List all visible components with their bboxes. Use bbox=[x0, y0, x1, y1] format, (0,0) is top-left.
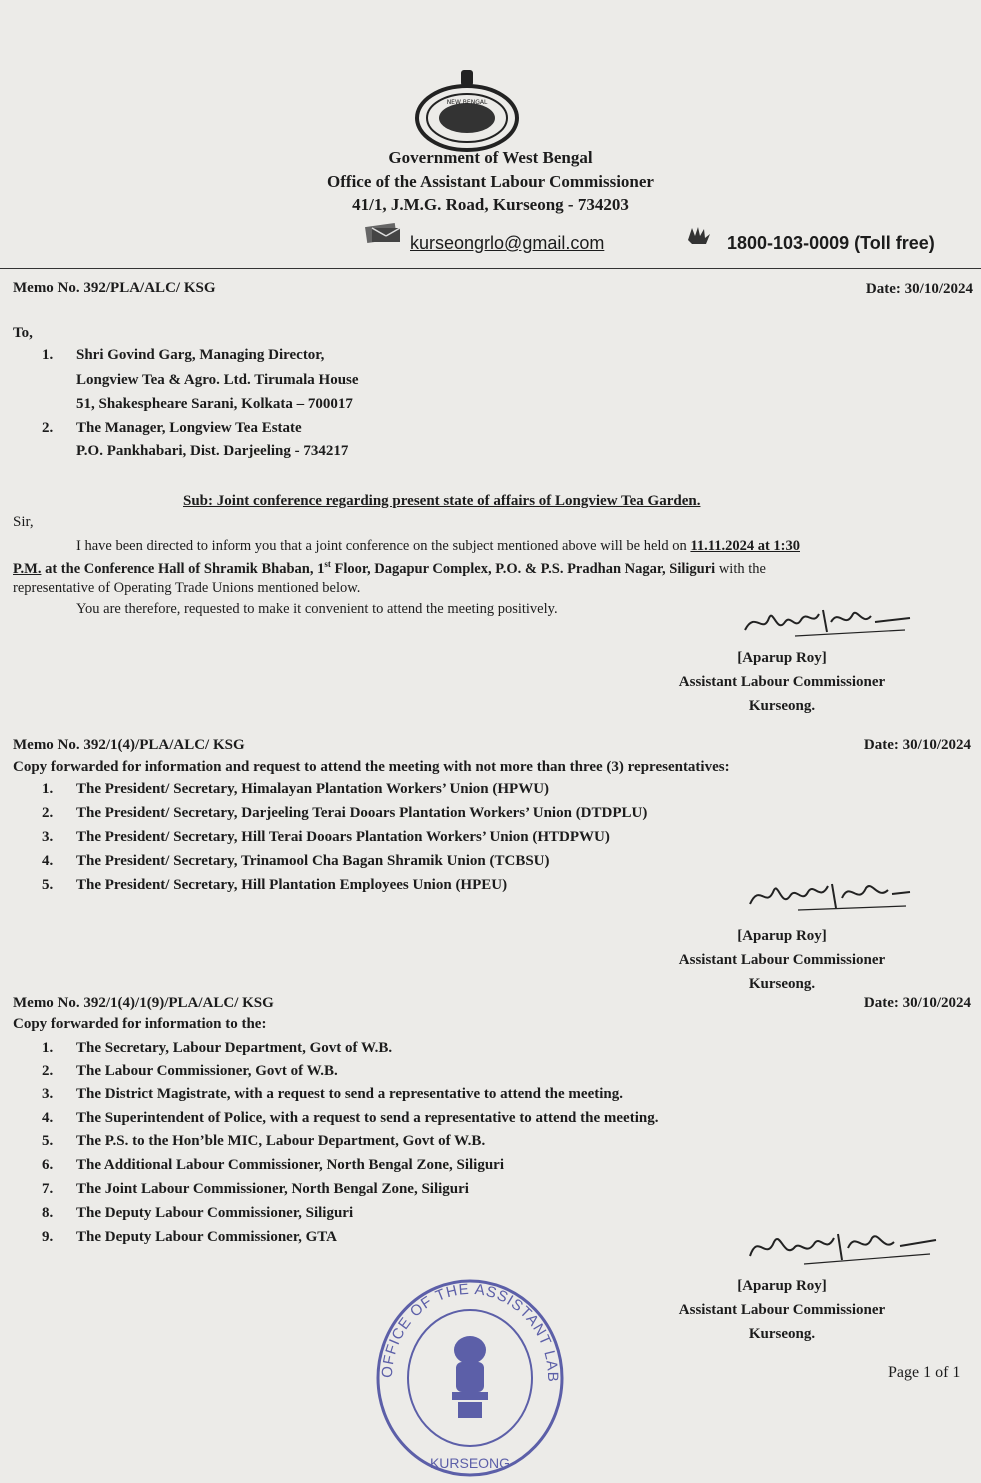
header-line-office: Office of the Assistant Labour Commissioner bbox=[327, 172, 654, 191]
memo3-intro: Copy forwarded for information to the: bbox=[13, 1016, 267, 1032]
signatory-designation: Assistant Labour Commissioner bbox=[678, 952, 886, 968]
memo2-item: 5. The President/ Secretary, Hill Plantation Employees Union (HPEU) bbox=[42, 877, 508, 893]
recipient-2-line-1: 2. The Manager, Longview Tea Estate bbox=[42, 420, 302, 436]
signature-3-block bbox=[640, 1274, 924, 1346]
svg-text:NEW BENGAL: NEW BENGAL bbox=[446, 99, 488, 106]
svg-text:OFFICE OF THE ASSISTANT LABOUR: OFFICE OF THE ASSISTANT LAB bbox=[378, 1280, 562, 1383]
state-emblem-seal bbox=[414, 68, 520, 154]
memo1-body-line-3: representative of Operating Trade Unions mentioned below. bbox=[13, 580, 361, 596]
memo3-item: 6. The Additional Labour Commissioner, North Bengal Zone, Siliguri bbox=[42, 1157, 504, 1173]
recipient-2-line-2: P.O. Pankhabari, Dist. Darjeeling - 734217 bbox=[76, 443, 349, 459]
signature-1 bbox=[735, 600, 915, 644]
memo3-date: Date: 30/10/2024 bbox=[863, 995, 971, 1011]
memo3-number: Memo No. 392/1(4)/1(9)/PLA/ALC/ KSG bbox=[13, 995, 274, 1011]
svg-text:KURSEONG: KURSEONG bbox=[429, 1455, 511, 1471]
memo3-item: 8. The Deputy Labour Commissioner, Siliguri bbox=[42, 1205, 354, 1221]
signatory-name: [Aparup Roy] bbox=[737, 1278, 827, 1294]
memo3-item: 9. The Deputy Labour Commissioner, GTA bbox=[42, 1229, 338, 1245]
memo2-number: Memo No. 392/1(4)/PLA/ALC/ KSG bbox=[13, 737, 245, 753]
signatory-designation: Assistant Labour Commissioner bbox=[678, 1302, 886, 1318]
memo2-intro: Copy forwarded for information and request to attend the meeting with not more than three (3) representatives: bbox=[13, 759, 730, 775]
toll-free-phone: 1800-103-0009 (Toll free) bbox=[727, 233, 935, 253]
memo1-salutation: Sir, bbox=[13, 514, 34, 530]
recipient-1-line-2: Longview Tea & Agro. Ltd. Tirumala House bbox=[76, 372, 359, 388]
memo1-date: Date: 30/10/2024 bbox=[865, 281, 973, 297]
recipient-1-line-3: 51, Shakespheare Sarani, Kolkata – 700017 bbox=[76, 396, 353, 412]
memo2-item: 2. The President/ Secretary, Darjeeling Terai Dooars Plantation Workers’ Union (DTDPLU) bbox=[42, 805, 648, 821]
signatory-name: [Aparup Roy] bbox=[737, 650, 827, 666]
signatory-designation: Assistant Labour Commissioner bbox=[678, 674, 886, 690]
header-divider bbox=[0, 268, 981, 269]
header-line-address: 41/1, J.M.G. Road, Kurseong - 734203 bbox=[352, 195, 629, 214]
memo1-body-line-4: You are therefore, requested to make it convenient to attend the meeting positively. bbox=[76, 601, 558, 617]
memo3-item: 3. The District Magistrate, with a request to send a representative to attend the meeting. bbox=[42, 1086, 623, 1102]
recipient-1-line-1: 1. Shri Govind Garg, Managing Director, bbox=[42, 347, 325, 363]
page-indicator: Page 1 of 1 bbox=[888, 1364, 961, 1381]
header-line-government: Government of West Bengal bbox=[388, 148, 593, 167]
email-link[interactable]: kurseongrlo@gmail.com bbox=[410, 233, 605, 253]
memo1-to: To, bbox=[13, 325, 33, 341]
signatory-place: Kurseong. bbox=[748, 976, 816, 992]
official-stamp bbox=[372, 1278, 568, 1478]
phone-hand-icon bbox=[684, 224, 714, 246]
signatory-place: Kurseong. bbox=[748, 1326, 816, 1342]
signature-1-block bbox=[640, 646, 924, 718]
signature-2-block bbox=[640, 924, 924, 996]
email-icon bbox=[364, 222, 404, 244]
memo1-body-line-2: P.M. at the Conference Hall of Shramik Bhaban, 1st Floor, Dagapur Complex, P.O. & P.S. Pradhan Nagar, Siliguri with the bbox=[13, 559, 766, 577]
memo3-item: 1. The Secretary, Labour Department, Govt of W.B. bbox=[42, 1040, 393, 1056]
memo3-item: 4. The Superintendent of Police, with a request to send a representative to attend the meeting. bbox=[42, 1110, 659, 1126]
signature-3 bbox=[740, 1224, 940, 1270]
memo2-date: Date: 30/10/2024 bbox=[863, 737, 971, 753]
memo1-body-line-1: I have been directed to inform you that a joint conference on the subject mentioned above will be held on 11.11.2024 at 1:30 bbox=[76, 538, 800, 554]
signature-2 bbox=[738, 874, 918, 918]
signatory-name: [Aparup Roy] bbox=[737, 928, 827, 944]
memo3-item: 2. The Labour Commissioner, Govt of W.B. bbox=[42, 1063, 338, 1079]
memo2-item: 1. The President/ Secretary, Himalayan Plantation Workers’ Union (HPWU) bbox=[42, 781, 550, 797]
signatory-place: Kurseong. bbox=[748, 698, 816, 714]
memo3-item: 7. The Joint Labour Commissioner, North Bengal Zone, Siliguri bbox=[42, 1181, 469, 1197]
memo1-number: Memo No. 392/PLA/ALC/ KSG bbox=[13, 280, 216, 296]
memo3-item: 5. The P.S. to the Hon’ble MIC, Labour Department, Govt of W.B. bbox=[42, 1133, 486, 1149]
memo2-item: 4. The President/ Secretary, Trinamool Cha Bagan Shramik Union (TCBSU) bbox=[42, 853, 550, 869]
memo2-item: 3. The President/ Secretary, Hill Terai Dooars Plantation Workers’ Union (HTDPWU) bbox=[42, 829, 610, 845]
memo1-subject: Sub: Joint conference regarding present state of affairs of Longview Tea Garden. bbox=[183, 493, 701, 509]
